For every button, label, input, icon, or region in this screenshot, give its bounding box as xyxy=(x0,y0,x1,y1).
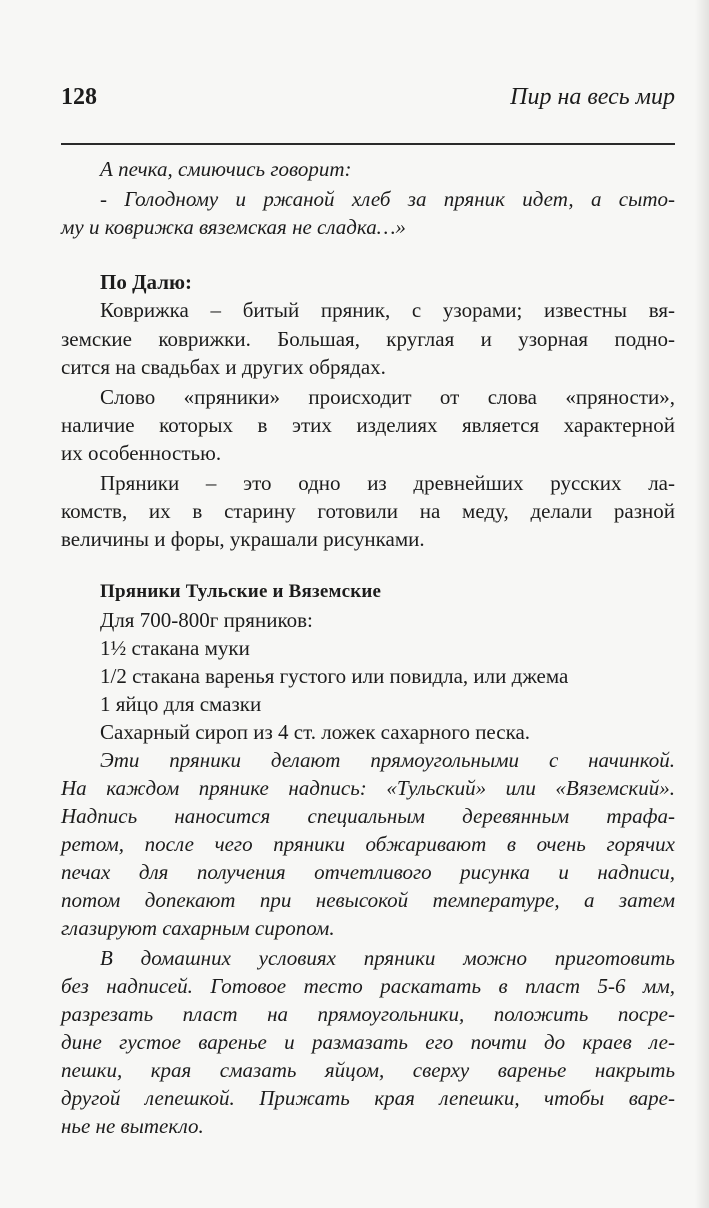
text-line: без надписей. Готовое тесто раскатать в пласт 5-6 мм, xyxy=(61,974,675,998)
recipe-title: Пряники Тульские и Вяземские xyxy=(100,581,382,602)
text-line: дине густое варенье и размазать его почти до краев ле- xyxy=(61,1030,675,1054)
ingredient-line: Для 700-800г пряников: xyxy=(100,608,313,632)
text-line: комств, их в старину готовили на меду, делали разной xyxy=(61,499,675,523)
ingredient-line: 1/2 стакана варенья густого или повидла, или джема xyxy=(100,664,569,688)
text-line: потом допекают при невысокой температуре, а затем xyxy=(61,888,675,912)
text-line: земские коврижки. Большая, круглая и узорная подно- xyxy=(61,327,675,351)
text-line: Пряники – это одно из древнейших русских ла- xyxy=(100,471,675,495)
text-line: нье не вытекло. xyxy=(61,1114,204,1138)
section-heading: По Далю: xyxy=(100,270,193,294)
text-line: глазируют сахарным сиропом. xyxy=(61,916,335,940)
text-line: величины и форы, украшали рисунками. xyxy=(61,527,425,551)
text-line: ретом, после чего пряники обжаривают в очень горячих xyxy=(61,832,675,856)
quote-line: - Голодному и ржаной хлеб за пряник идет, а сыто- xyxy=(100,187,675,211)
text-line: Эти пряники делают прямоугольными с начинкой. xyxy=(100,748,675,772)
text-line: другой лепешкой. Прижать края лепешки, чтобы варе- xyxy=(61,1086,675,1110)
page-edge-shadow xyxy=(695,0,709,1208)
quote-line: А печка, смиючись говорит: xyxy=(100,157,352,181)
text-line: их особенностью. xyxy=(61,441,222,465)
text-line: В домашних условиях пряники можно приготовить xyxy=(100,946,675,970)
text-line: разрезать пласт на прямоугольники, положить посре- xyxy=(61,1002,675,1026)
text-line: наличие которых в этих изделиях является характерной xyxy=(61,413,675,437)
text-line: печах для получения отчетливого рисунка и надписи, xyxy=(61,860,675,884)
text-line: Надпись наносится специальным деревянным трафа- xyxy=(61,804,675,828)
header-rule xyxy=(61,143,675,145)
text-line: пешки, края смазать яйцом, сверху варенье накрыть xyxy=(61,1058,675,1082)
ingredient-line: 1½ стакана муки xyxy=(100,636,250,660)
page-header xyxy=(61,84,675,116)
running-title: Пир на весь мир xyxy=(510,84,675,110)
text-line: сится на свадьбах и других обрядах. xyxy=(61,355,386,379)
quote-line: му и коврижка вяземская не сладка…» xyxy=(61,215,406,239)
text-line: Коврижка – битый пряник, с узорами; известны вя- xyxy=(100,298,675,322)
text-line: Слово «пряники» происходит от слова «пряности», xyxy=(100,385,675,409)
page-number: 128 xyxy=(61,84,97,110)
ingredient-line: 1 яйцо для смазки xyxy=(100,692,262,716)
ingredient-line: Сахарный сироп из 4 ст. ложек сахарного песка. xyxy=(100,720,531,744)
text-line: На каждом прянике надпись: «Тульский» или «Вяземский». xyxy=(61,776,675,800)
